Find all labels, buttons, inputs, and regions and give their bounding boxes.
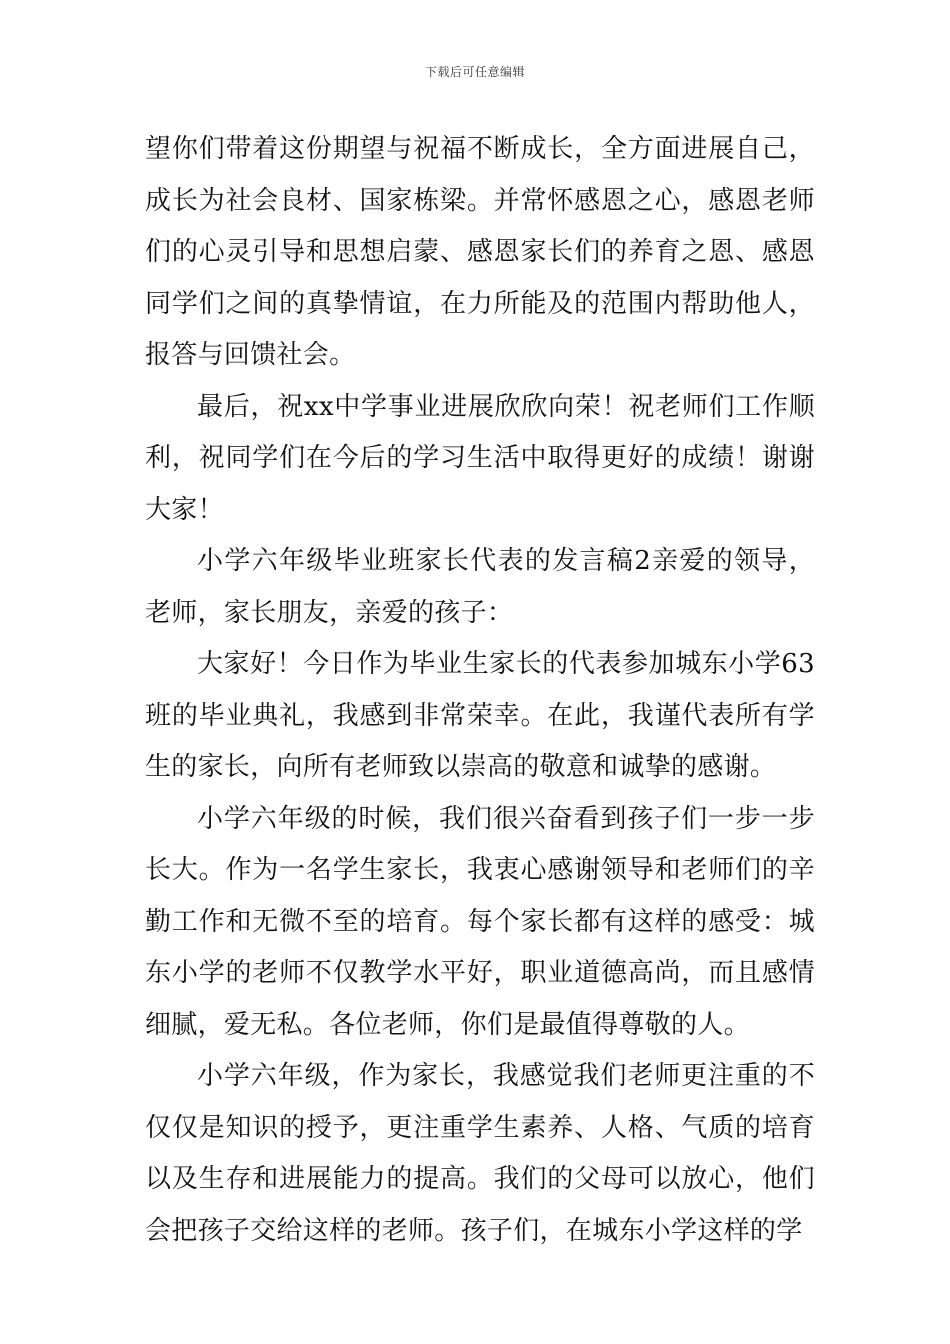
paragraph-education: 小学六年级，作为家长，我感觉我们老师更注重的不仅仅是知识的授予，更注重学生素养、人格、气质的培育以及生存和进展能力的提高。我们的父母可以放心，他们会把孩子交给这样的老师。孩子们，在城东小学这样的学 <box>145 1061 815 1246</box>
document-body <box>145 124 815 1257</box>
page-header: 下载后可任意编辑 <box>424 65 525 79</box>
paragraph-opening: 大家好！今日作为毕业生家长的代表参加城东小学63班的毕业典礼，我感到非常荣幸。在此，我谨代表所有学生的家长，向所有老师致以崇高的敬意和诚挚的感谢。 <box>145 649 815 782</box>
paragraph-closing-wishes: 最后，祝xx中学事业进展欣欣向荣！祝老师们工作顺利，祝同学们在今后的学习生活中取得更好的成绩！谢谢大家！ <box>145 391 815 525</box>
paragraph-speech-title-greeting: 小学六年级毕业班家长代表的发言稿2亲爱的领导，老师，家长朋友，亲爱的孩子： <box>145 546 815 628</box>
paragraph-gratitude: 小学六年级的时候，我们很兴奋看到孩子们一步一步长大。作为一名学生家长，我衷心感谢领导和老师们的辛勤工作和无微不至的培育。每个家长都有这样的感受：城东小学的老师不仅教学水平好，职业道德高尚，而且感情细腻，爱无私。各位老师，你们是最值得尊敬的人。 <box>145 803 815 1040</box>
paragraph-continuation: 望你们带着这份期望与祝福不断成长，全方面进展自己，成长为社会良材、国家栋梁。并常怀感恩之心，感恩老师们的心灵引导和思想启蒙、感恩家长们的养育之恩、感恩同学们之间的真挚情谊，在力所能及的范围内帮助他人，报答与回馈社会。 <box>145 134 815 370</box>
